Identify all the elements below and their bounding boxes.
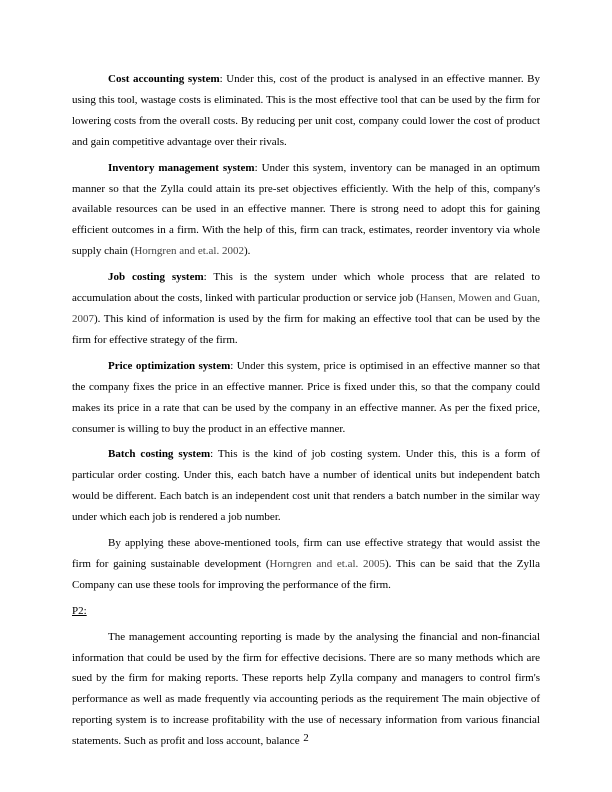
term-job-costing: Job costing system xyxy=(108,271,204,284)
term-cost-accounting: Cost accounting system xyxy=(108,73,220,85)
paragraph-text: : Under this system, inventory can be managed in an optimum manner so that the Zylla could attain its pre-set objectives efficiently. With the help of this, company's available resources can be used in an effective manner. There is strong need to adopt this for gaining efficient outcomes in a firm. With the help of this, firm can track, estimates, reorder inventory via whole supply chain ( xyxy=(72,161,541,258)
paragraph-text: : This is the system under which whole process that are related to accumulation about the costs, linked with particular production or service job ( xyxy=(72,271,540,305)
paragraph-inventory-management xyxy=(72,158,540,263)
paragraph-text: : Under this, cost of the product is analysed in an effective manner. By using this tool, wastage costs is eliminated. This is the most effective tool that can be used by the firm for lowering costs from the overall costs. By reducing per unit cost, company could lower the cost of product and gain competitive advantage over their rivals. xyxy=(72,73,540,148)
paragraph-text: : This is the kind of job costing system. Under this, this is a form of particular order costing. Under this, each batch have a number of identical units but independent batch would be different. Each batch is an independent cost unit that renders a batch number in the similar way under which each job is rendered a job number. xyxy=(72,448,540,524)
page-number: 2 xyxy=(303,732,309,744)
paragraph-batch-costing xyxy=(72,444,540,528)
paragraph-cost-accounting xyxy=(72,69,540,153)
citation: Hansen, Mowen and Guan, 2007 xyxy=(72,292,541,325)
paragraph-text: : Under this system, price is optimised in an effective manner so that the company fixes the price in an effective manner. Price is fixed under this, so that the company could makes its price in a rate that can be used by the company in an effective manner. As per the fixed price, consumer is willing to buy the product in an effective manner. xyxy=(72,359,541,435)
paragraph-applying-tools xyxy=(72,533,540,596)
paragraph-text-after: ). This kind of information is used by the firm for making an effective tool that can be used by the firm for effective strategy of the firm. xyxy=(72,312,540,346)
paragraph-text-after: ). This can be said that the Zylla Company can use these tools for improving the performance of the firm. xyxy=(72,557,540,591)
paragraph-price-optimization xyxy=(72,356,540,440)
document-page xyxy=(72,69,540,757)
term-price-optimization: Price optimization system xyxy=(108,359,231,372)
paragraph-text: By applying these above-mentioned tools, firm can use effective strategy that would assist the firm for gaining sustainable development ( xyxy=(72,537,540,570)
citation: Horngren and et.al. 2005 xyxy=(269,557,385,570)
paragraph-text-after: ). xyxy=(244,245,251,258)
paragraph-text: The management accounting reporting is made by the analysing the financial and non-financial information that could be used by the firm for effective decisions. There are so many methods which are sued by the firm for making reports. These reports help Zylla company and managers to control firm's performance as well as made frequently via accounting periods as the requirement The main objective of reporting system is to increase profitability with the use of necessary information from various financial statements. Such as profit and loss account, balance xyxy=(72,630,540,748)
section-heading-p2: P2: xyxy=(72,604,87,617)
term-batch-costing: Batch costing system xyxy=(108,448,211,461)
citation: Horngren and et.al. 2002 xyxy=(134,245,244,258)
term-inventory-management: Inventory management system xyxy=(108,161,255,174)
paragraph-job-costing xyxy=(72,267,540,351)
